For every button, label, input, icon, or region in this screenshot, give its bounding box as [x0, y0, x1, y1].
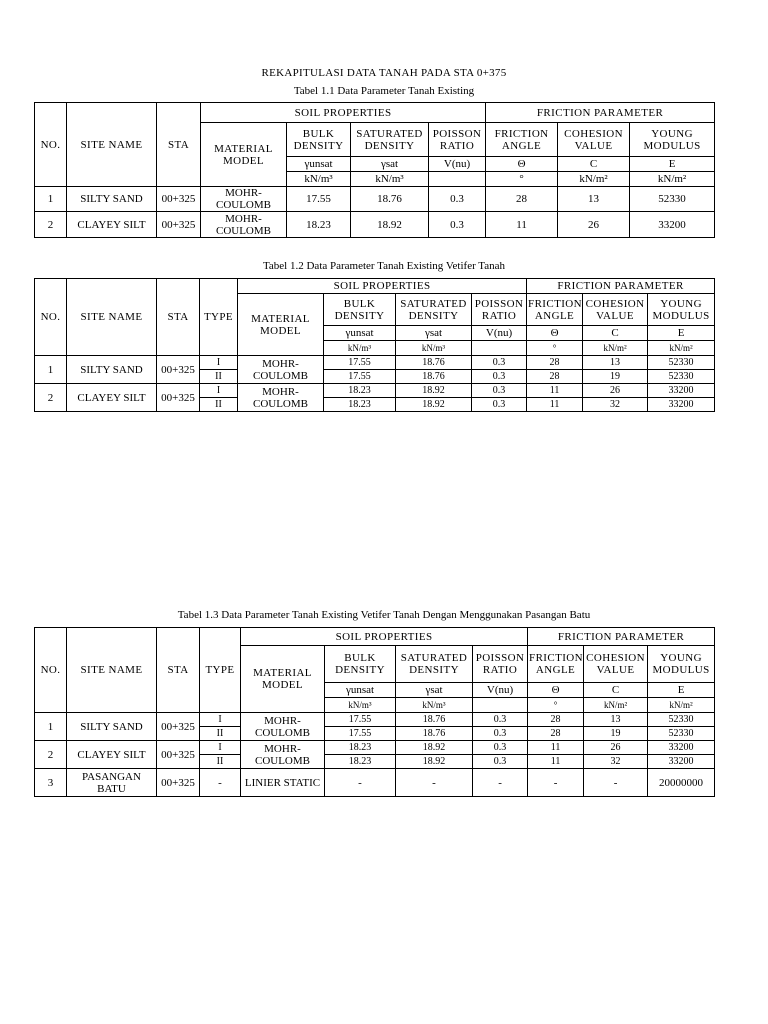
symbol-sat: γsat — [396, 326, 472, 341]
cell-bulk: 17.55 — [324, 356, 396, 370]
cell-type: II — [200, 727, 241, 741]
cell-sta: 00+325 — [157, 769, 200, 797]
cell-no: 1 — [35, 356, 67, 384]
unit-sat: kN/m³ — [351, 172, 429, 187]
cell-friction: 11 — [528, 741, 584, 755]
header-soil-properties: SOIL PROPERTIES — [238, 279, 527, 294]
unit-young: kN/m² — [648, 341, 715, 356]
table-1-caption: Tabel 1.1 Data Parameter Tanah Existing — [293, 85, 475, 97]
unit-young: kN/m² — [630, 172, 715, 187]
unit-friction: ° — [528, 698, 584, 713]
header-poisson-ratio: POISSON RATIO — [429, 123, 486, 157]
header-friction-parameter: FRICTION PARAMETER — [528, 628, 715, 646]
table-row — [35, 713, 715, 727]
header-friction-angle: FRICTION ANGLE — [486, 123, 558, 157]
cell-cohesion: 26 — [558, 212, 630, 238]
unit-friction: ° — [527, 341, 583, 356]
cell-type: II — [200, 370, 238, 384]
cell-friction: - — [528, 769, 584, 797]
cell-sat: 18.76 — [396, 727, 473, 741]
header-no: NO. — [35, 103, 67, 187]
cell-type: II — [200, 755, 241, 769]
table-3-caption: Tabel 1.3 Data Parameter Tanah Existing Vetifer Tanah Dengan Menggunakan Pasangan Batu — [177, 609, 591, 621]
cell-friction: 28 — [528, 727, 584, 741]
symbol-poisson: V(nu) — [473, 683, 528, 698]
cell-sta: 00+325 — [157, 356, 200, 384]
cell-sta: 00+325 — [157, 212, 201, 238]
cell-friction: 11 — [528, 755, 584, 769]
header-bulk-density: BULK DENSITY — [287, 123, 351, 157]
symbol-cohesion: C — [584, 683, 648, 698]
header-type: TYPE — [200, 628, 241, 713]
header-poisson-ratio: POISSON RATIO — [473, 646, 528, 683]
cell-no: 1 — [35, 187, 67, 212]
cell-cohesion: 13 — [583, 356, 648, 370]
header-cohesion-value: COHESION VALUE — [583, 294, 648, 326]
cell-young: 33200 — [648, 398, 715, 412]
cell-no: 3 — [35, 769, 67, 797]
header-sta: STA — [157, 103, 201, 187]
header-friction-parameter: FRICTION PARAMETER — [527, 279, 715, 294]
header-bulk-density: BULK DENSITY — [325, 646, 396, 683]
cell-type: I — [200, 356, 238, 370]
cell-sta: 00+325 — [157, 187, 201, 212]
symbol-young: E — [648, 326, 715, 341]
unit-poisson — [473, 698, 528, 713]
cell-poisson: 0.3 — [473, 713, 528, 727]
header-saturated-density: SATURATED DENSITY — [396, 294, 472, 326]
cell-cohesion: 13 — [558, 187, 630, 212]
cell-cohesion: 32 — [584, 755, 648, 769]
symbol-cohesion: C — [558, 157, 630, 172]
header-no: NO. — [35, 279, 67, 356]
cell-bulk: 18.23 — [324, 398, 396, 412]
symbol-friction: Θ — [528, 683, 584, 698]
unit-friction: ° — [486, 172, 558, 187]
cell-sat: 18.76 — [396, 356, 472, 370]
cell-sat: 18.92 — [396, 755, 473, 769]
cell-cohesion: 26 — [584, 741, 648, 755]
unit-bulk: kN/m³ — [325, 698, 396, 713]
cell-material: MOHR-COULOMB — [241, 741, 325, 769]
cell-no: 2 — [35, 741, 67, 769]
cell-material: MOHR-COULOMB — [201, 187, 287, 212]
cell-bulk: 17.55 — [324, 370, 396, 384]
symbol-bulk: γunsat — [325, 683, 396, 698]
cell-site: CLAYEY SILT — [67, 212, 157, 238]
cell-bulk: 17.55 — [325, 713, 396, 727]
unit-poisson — [429, 172, 486, 187]
header-young-modulus: YOUNG MODULUS — [648, 646, 715, 683]
cell-young: 52330 — [648, 713, 715, 727]
cell-material: MOHR-COULOMB — [238, 384, 324, 412]
unit-cohesion: kN/m² — [583, 341, 648, 356]
unit-sat: kN/m³ — [396, 698, 473, 713]
cell-material: MOHR-COULOMB — [201, 212, 287, 238]
cell-friction: 11 — [527, 384, 583, 398]
header-sta: STA — [157, 628, 200, 713]
header-type: TYPE — [200, 279, 238, 356]
table-row — [35, 384, 715, 398]
cell-poisson: 0.3 — [472, 384, 527, 398]
symbol-poisson: V(nu) — [472, 326, 527, 341]
table-2 — [34, 278, 715, 412]
header-friction-angle: FRICTION ANGLE — [527, 294, 583, 326]
cell-friction: 28 — [528, 713, 584, 727]
table-row — [35, 356, 715, 370]
symbol-young: E — [630, 157, 715, 172]
cell-bulk: 18.23 — [324, 384, 396, 398]
cell-type: I — [200, 384, 238, 398]
unit-bulk: kN/m³ — [324, 341, 396, 356]
symbol-cohesion: C — [583, 326, 648, 341]
symbol-bulk: γunsat — [324, 326, 396, 341]
cell-type: - — [200, 769, 241, 797]
cell-material: MOHR-COULOMB — [241, 713, 325, 741]
unit-cohesion: kN/m² — [584, 698, 648, 713]
header-site-name: SITE NAME — [67, 628, 157, 713]
header-soil-properties: SOIL PROPERTIES — [241, 628, 528, 646]
cell-sat: 18.92 — [396, 384, 472, 398]
cell-young: 33200 — [630, 212, 715, 238]
table-row — [35, 187, 715, 212]
cell-young: 52330 — [648, 356, 715, 370]
cell-bulk: 17.55 — [287, 187, 351, 212]
symbol-young: E — [648, 683, 715, 698]
cell-no: 2 — [35, 212, 67, 238]
cell-site: SILTY SAND — [67, 713, 157, 741]
header-saturated-density: SATURATED DENSITY — [396, 646, 473, 683]
cell-young: 33200 — [648, 384, 715, 398]
cell-sat: 18.92 — [396, 398, 472, 412]
table-2-caption: Tabel 1.2 Data Parameter Tanah Existing Vetifer Tanah — [262, 260, 506, 272]
cell-sat: 18.76 — [396, 370, 472, 384]
cell-friction: 28 — [486, 187, 558, 212]
symbol-sat: γsat — [396, 683, 473, 698]
cell-no: 1 — [35, 713, 67, 741]
cell-young: 33200 — [648, 755, 715, 769]
table-row — [35, 212, 715, 238]
header-young-modulus: YOUNG MODULUS — [630, 123, 715, 157]
header-material-model: MATERIAL MODEL — [201, 123, 287, 187]
cell-cohesion: 19 — [583, 370, 648, 384]
header-material-model: MATERIAL MODEL — [241, 646, 325, 713]
cell-bulk: 18.23 — [287, 212, 351, 238]
cell-site: SILTY SAND — [67, 356, 157, 384]
cell-site: SILTY SAND — [67, 187, 157, 212]
cell-friction: 28 — [527, 356, 583, 370]
cell-friction: 11 — [486, 212, 558, 238]
cell-young: 52330 — [648, 727, 715, 741]
cell-friction: 11 — [527, 398, 583, 412]
cell-no: 2 — [35, 384, 67, 412]
header-cohesion-value: COHESION VALUE — [584, 646, 648, 683]
cell-young: 20000000 — [648, 769, 715, 797]
header-cohesion-value: COHESION VALUE — [558, 123, 630, 157]
cell-bulk: 18.23 — [325, 741, 396, 755]
cell-friction: 28 — [527, 370, 583, 384]
header-saturated-density: SATURATED DENSITY — [351, 123, 429, 157]
symbol-friction: Θ — [486, 157, 558, 172]
cell-bulk: 17.55 — [325, 727, 396, 741]
header-young-modulus: YOUNG MODULUS — [648, 294, 715, 326]
header-friction-parameter: FRICTION PARAMETER — [486, 103, 715, 123]
header-soil-properties: SOIL PROPERTIES — [201, 103, 486, 123]
cell-sat: 18.76 — [351, 187, 429, 212]
cell-sat: - — [396, 769, 473, 797]
cell-site: CLAYEY SILT — [67, 741, 157, 769]
cell-material: MOHR-COULOMB — [238, 356, 324, 384]
cell-bulk: 18.23 — [325, 755, 396, 769]
header-bulk-density: BULK DENSITY — [324, 294, 396, 326]
cell-poisson: 0.3 — [473, 755, 528, 769]
cell-type: I — [200, 741, 241, 755]
cell-poisson: 0.3 — [473, 727, 528, 741]
table-3 — [34, 627, 715, 797]
table-1 — [34, 102, 715, 238]
cell-young: 52330 — [648, 370, 715, 384]
cell-poisson: 0.3 — [472, 398, 527, 412]
header-no: NO. — [35, 628, 67, 713]
cell-young: 33200 — [648, 741, 715, 755]
cell-poisson: 0.3 — [429, 187, 486, 212]
cell-cohesion: 13 — [584, 713, 648, 727]
cell-material: LINIER STATIC — [241, 769, 325, 797]
cell-cohesion: 26 — [583, 384, 648, 398]
cell-poisson: - — [473, 769, 528, 797]
header-friction-angle: FRICTION ANGLE — [528, 646, 584, 683]
cell-sta: 00+325 — [157, 384, 200, 412]
unit-cohesion: kN/m² — [558, 172, 630, 187]
cell-poisson: 0.3 — [429, 212, 486, 238]
header-sta: STA — [157, 279, 200, 356]
cell-type: II — [200, 398, 238, 412]
unit-young: kN/m² — [648, 698, 715, 713]
cell-poisson: 0.3 — [472, 370, 527, 384]
unit-bulk: kN/m³ — [287, 172, 351, 187]
symbol-bulk: γunsat — [287, 157, 351, 172]
cell-cohesion: 19 — [584, 727, 648, 741]
symbol-friction: Θ — [527, 326, 583, 341]
cell-poisson: 0.3 — [472, 356, 527, 370]
cell-sta: 00+325 — [157, 741, 200, 769]
cell-sat: 18.92 — [396, 741, 473, 755]
symbol-sat: γsat — [351, 157, 429, 172]
table-row — [35, 769, 715, 797]
cell-sta: 00+325 — [157, 713, 200, 741]
unit-poisson — [472, 341, 527, 356]
cell-site: CLAYEY SILT — [67, 384, 157, 412]
document-title: REKAPITULASI DATA TANAH PADA STA 0+375 — [261, 67, 507, 79]
symbol-poisson: V(nu) — [429, 157, 486, 172]
header-site-name: SITE NAME — [67, 103, 157, 187]
unit-sat: kN/m³ — [396, 341, 472, 356]
cell-poisson: 0.3 — [473, 741, 528, 755]
header-poisson-ratio: POISSON RATIO — [472, 294, 527, 326]
table-row — [35, 741, 715, 755]
cell-sat: 18.76 — [396, 713, 473, 727]
cell-cohesion: 32 — [583, 398, 648, 412]
cell-bulk: - — [325, 769, 396, 797]
cell-cohesion: - — [584, 769, 648, 797]
cell-site: PASANGAN BATU — [67, 769, 157, 797]
cell-type: I — [200, 713, 241, 727]
cell-young: 52330 — [630, 187, 715, 212]
header-material-model: MATERIAL MODEL — [238, 294, 324, 356]
cell-sat: 18.92 — [351, 212, 429, 238]
header-site-name: SITE NAME — [67, 279, 157, 356]
